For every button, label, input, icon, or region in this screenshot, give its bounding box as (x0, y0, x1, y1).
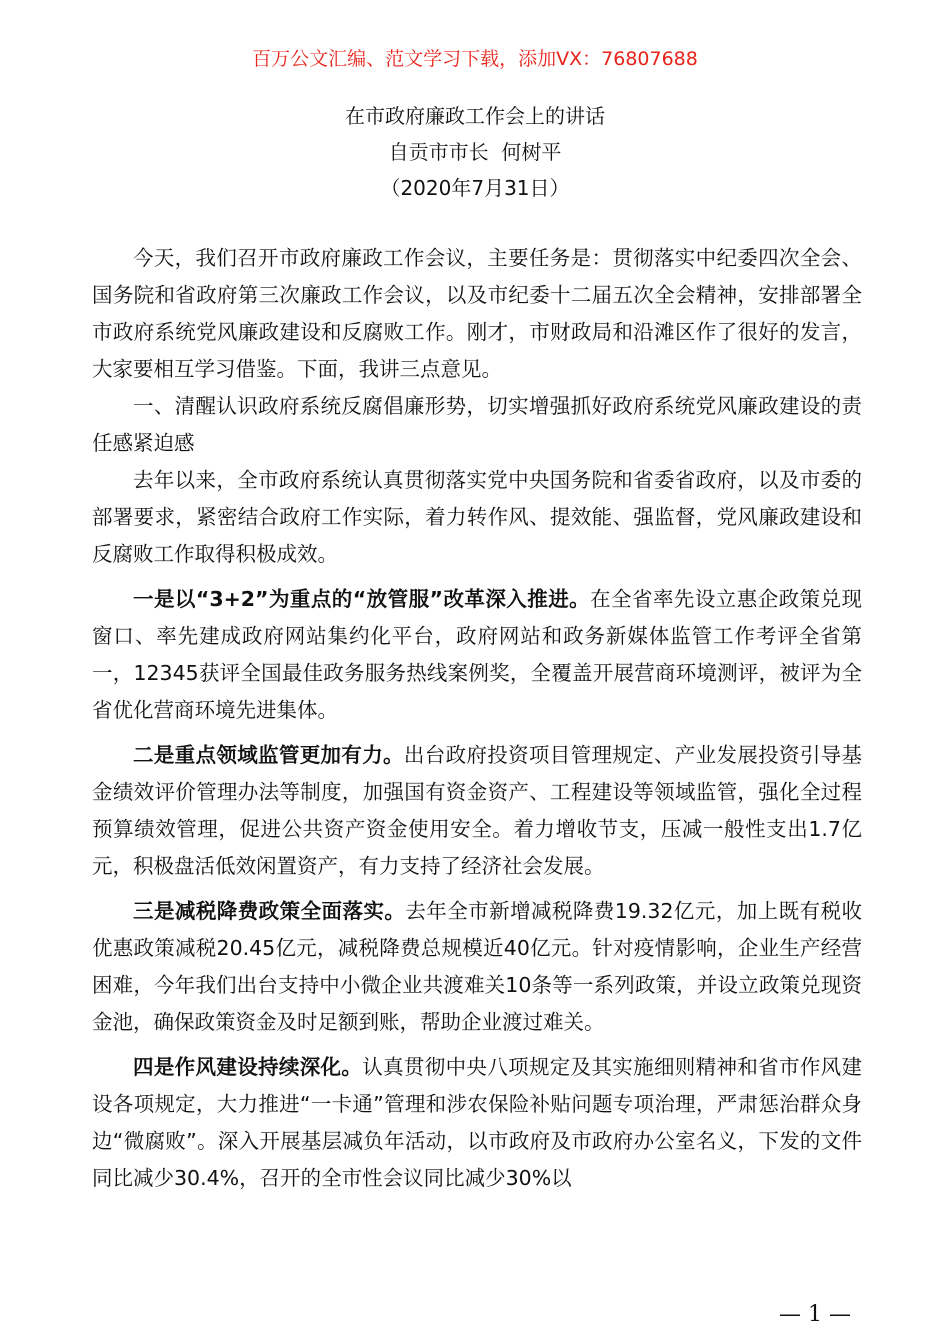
paragraph-lead: 一是以“3+2”为重点的“放管服”改革深入推进。 (133, 587, 591, 611)
paragraph-lead: 二是重点领域监管更加有力。 (133, 743, 404, 767)
paragraph (92, 737, 862, 885)
paragraph (92, 581, 862, 729)
paragraph-text: 一、清醒认识政府系统反腐倡廉形势，切实增强抓好政府系统党风廉政建设的责任感紧迫感 (92, 394, 862, 455)
paragraph (92, 893, 862, 1041)
paragraph-text: 认真贯彻中央八项规定及其实施细则精神和省市作风建设各项规定，大力推进“一卡通”管理和涉农保险补贴问题专项治理，严肃惩治群众身边“微腐败”。深入开展基层减负年活动，以市政府及市政府办公室名义，下发的文件同比减少30.4%，召开的全市性会议同比减少30%以 (92, 1055, 863, 1190)
paragraph-text: 去年全市新增减税降费19.32亿元，加上既有税收优惠政策减税20.45亿元，减税降费总规模近40亿元。针对疫情影响，企业生产经营困难，今年我们出台支持中小微企业共渡难关10条等一系列政策，并设立政策兑现资金池，确保政策资金及时足额到账，帮助企业渡过难关。 (92, 899, 863, 1034)
paragraph-lead: 四是作风建设持续深化。 (133, 1055, 363, 1079)
title-block (0, 98, 950, 206)
date-line: （2020年7月31日） (380, 176, 570, 200)
section-heading (92, 388, 862, 462)
author-line: 自贡市市长 何树平 (388, 140, 562, 164)
document-body (92, 240, 862, 1197)
paragraph-text: 去年以来，全市政府系统认真贯彻落实党中央国务院和省委省政府，以及市委的部署要求，紧密结合政府工作实际，着力转作风、提效能、强监督，党风廉政建设和反腐败工作取得积极成效。 (92, 468, 862, 566)
paragraph-text: 出台政府投资项目管理规定、产业发展投资引导基金绩效评价管理办法等制度，加强国有资金资产、工程建设等领域监管，强化全过程预算绩效管理，促进公共资产资金使用安全。着力增收节支，压减一般性支出1.7亿元，积极盘活低效闲置资产，有力支持了经济社会发展。 (92, 743, 863, 878)
page-number: — 1 — (779, 1302, 851, 1327)
paragraph (92, 1049, 862, 1197)
paragraph-text: 今天，我们召开市政府廉政工作会议，主要任务是：贯彻落实中纪委四次全会、国务院和省政府第三次廉政工作会议，以及市纪委十二届五次全会精神，安排部署全市政府系统党风廉政建设和反腐败工作。刚才，市财政局和沿滩区作了很好的发言，大家要相互学习借鉴。下面，我讲三点意见。 (92, 246, 862, 381)
paragraph (92, 240, 862, 388)
paragraph-text: 在全省率先设立惠企政策兑现窗口、率先建成政府网站集约化平台，政府网站和政务新媒体监管工作考评全省第一，12345获评全国最佳政务服务热线案例奖，全覆盖开展营商环境测评，被评为全省优化营商环境先进集体。 (92, 587, 862, 722)
paragraph-lead: 三是减税降费政策全面落实。 (133, 899, 406, 923)
document-title: 在市政府廉政工作会上的讲话 (345, 104, 605, 128)
header-note: 百万公文汇编、范文学习下载，添加VX：76807688 (252, 48, 698, 70)
paragraph (92, 462, 862, 573)
